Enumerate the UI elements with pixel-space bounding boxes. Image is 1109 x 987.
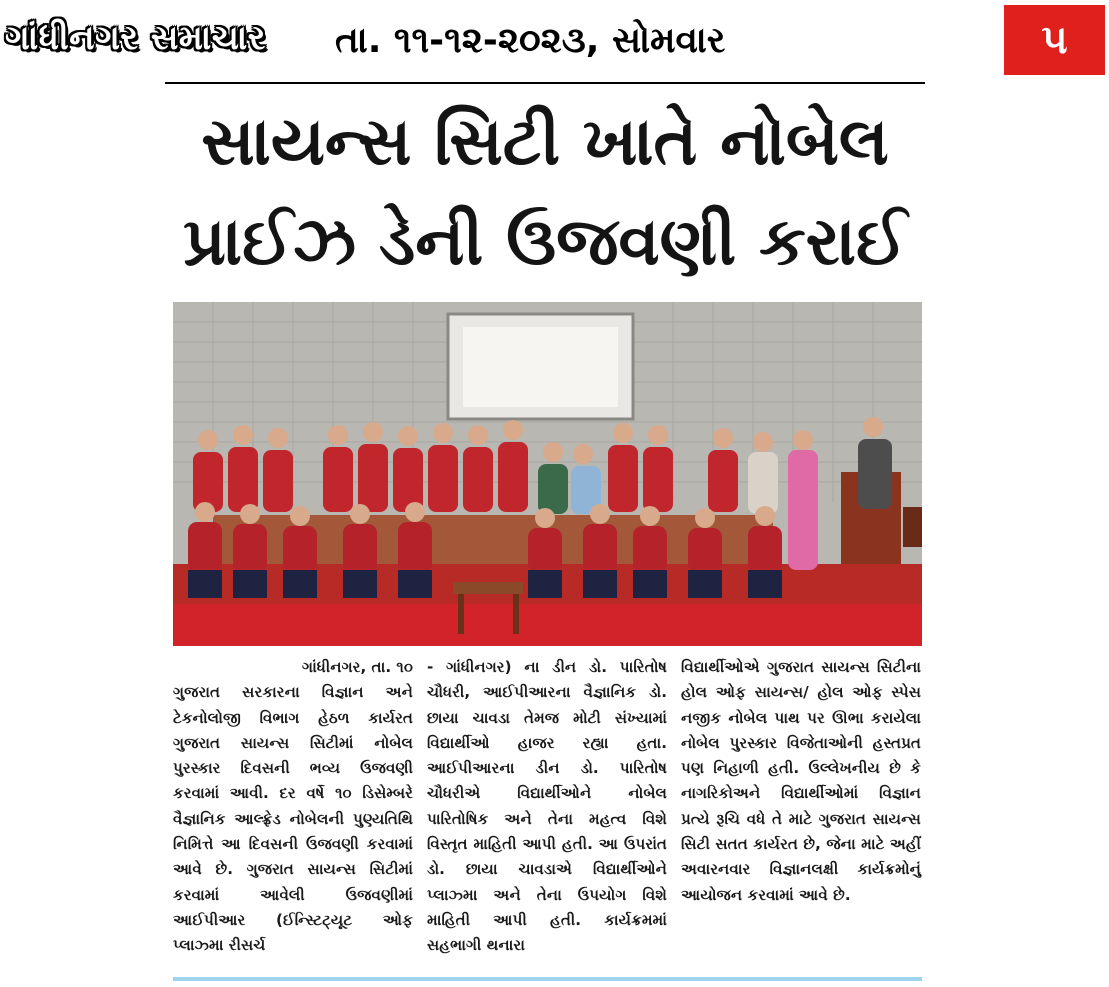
dateline: ગાંધીનગર, તા. ૧૦ — [301, 658, 413, 676]
article-column-2 — [427, 655, 667, 973]
issue-date: તા. ૧૧-૧૨-૨૦૨૩, સોમવાર — [335, 20, 726, 61]
headline-line-1: સાયન્સ સિટી ખાતે નોબેલ — [201, 103, 889, 180]
page-number-badge: ૫ — [1004, 5, 1105, 75]
masthead — [0, 8, 1000, 78]
article-body — [173, 655, 922, 973]
article-column-1-text: ગુજરાત સરકારના વિજ્ઞાન અને ટેકનોલોજી વિભાગ હેઠળ કાર્યરત ગુજરાત સાયન્સ સિટીમાં નોબેલ પુરસ્કાર દિવસની ભવ્ય ઉજવણી કરવામાં આવી. દર વર્ષે ૧૦ ડિસેમ્બરે વૈજ્ઞાનિક આલ્ફ્રેડ નોબેલની પુણ્યતિથિ નિમિત્તે આ દિવસની ઉજવણી કરવામાં આવે છે. ગુજરાત સાયન્સ સિટીમાં કરવામાં આવેલી ઉજવણીમાં આઈપીઆર (ઈન્સ્ટિટ્યૂટ ઓફ પ્લાઝ્મા રીસર્ચ — [173, 683, 413, 955]
article-column-3 — [681, 655, 921, 973]
footer-divider — [173, 977, 922, 981]
headline — [160, 92, 930, 292]
article-column-1 — [173, 655, 413, 973]
article-column-3-text: વિદ્યાર્થીઓએ ગુજરાત સાયન્સ સિટીના હોલ ઓફ સાયન્સ/ હોલ ઓફ સ્પેસ નજીક નોબેલ પાથ પર ઊભા કરાયેલા નોબેલ પુરસ્કાર વિજેતાઓની હસ્તપ્રત પણ નિહાળી હતી. ઉલ્લેખનીય છે કે નાગરિકોઅને વિદ્યાર્થીઓમાં વિજ્ઞાન પ્રત્યે રૂચિ વધે તે માટે ગુજરાત સાયન્સ સિટી સતત કાર્યરત છે, જેના માટે અહીં અવારનવાર વિજ્ઞાનલક્ષી કાર્યક્રમોનું આયોજન કરવામાં આવે છે. — [681, 658, 921, 904]
masthead-divider — [165, 82, 925, 84]
article-column-2-text: - ગાંધીનગર) ના ડીન ડો. પારિતોષ ચૌધરી, આઈપીઆરના વૈજ્ઞાનિક ડો. છાયા ચાવડા તેમજ મોટી સંખ્યામાં વિદ્યાર્થીઓ હાજર રહ્યા હતા. આઈપીઆરના ડીન ડો. પારિતોષ ચૌધરીએ વિદ્યાર્થીઓને નોબેલ પારિતોષિક અને તેના મહત્વ વિશે વિસ્તૃત માહિતી આપી હતી. આ ઉપરાંત ડો. છાયા ચાવડાએ વિદ્યાર્થીઓને પ્લાઝ્મા અને તેના ઉપયોગ વિશે માહિતી આપી હતી. કાર્યક્રમમાં સહભાગી થનારા — [427, 658, 667, 955]
headline-line-2: પ્રાઈઝ ડેની ઉજવણી કરાઈ — [183, 203, 907, 280]
news-photo — [173, 302, 922, 646]
group-photo-illustration — [173, 302, 922, 646]
newspaper-name: ગાંધીનગર સમાચાર — [5, 18, 266, 58]
